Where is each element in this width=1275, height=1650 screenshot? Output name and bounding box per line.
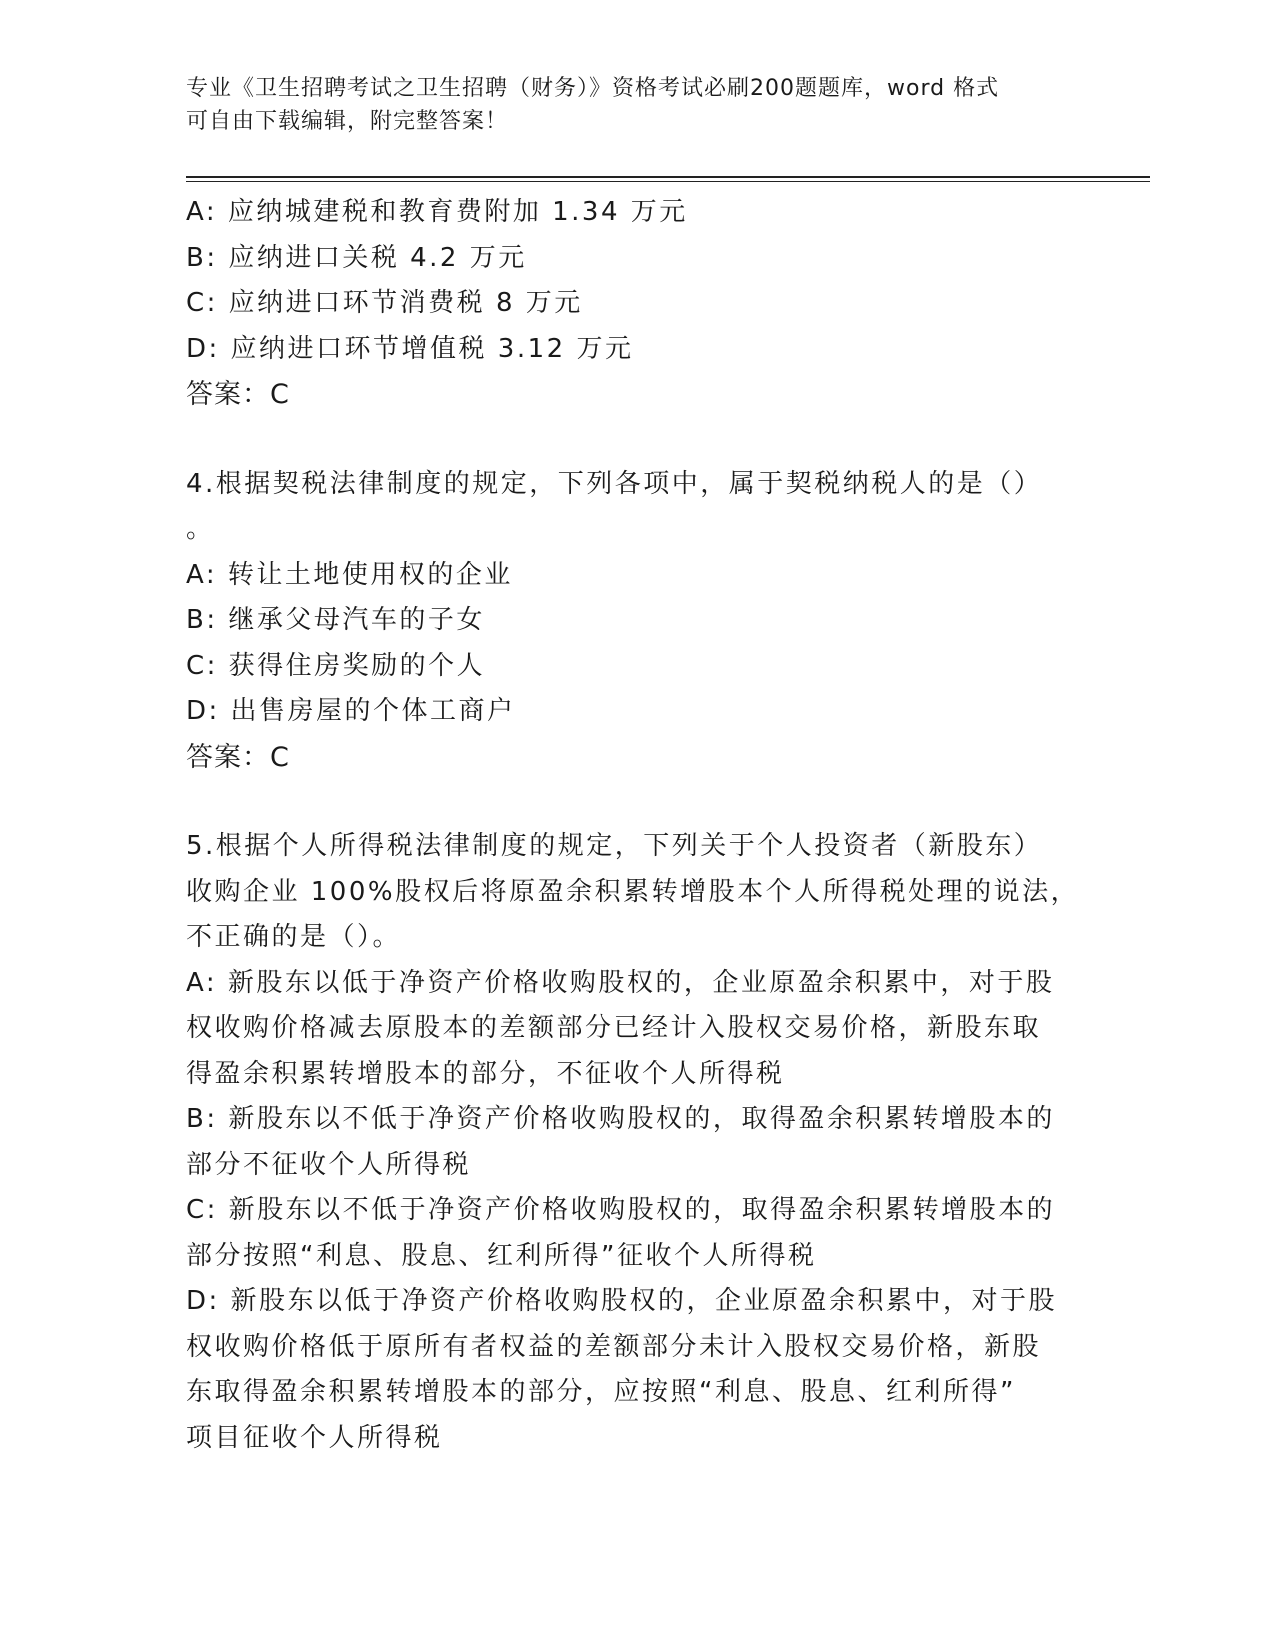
option-line: 权收购价格减去原股本的差额部分已经计入股权交易价格，新股东取 — [186, 1013, 1042, 1043]
option-c: C: 应纳进口环节消费税 8 万元 — [186, 288, 583, 318]
option-line: 部分按照“利息、股息、红利所得”征收个人所得税 — [186, 1240, 817, 1271]
option-line: C: 新股东以不低于净资产价格收购股权的，取得盈余积累转增股本的 — [186, 1195, 1056, 1225]
answer: 答案：C — [186, 379, 290, 410]
option-c: C: 获得住房奖励的个人 — [186, 650, 486, 681]
option-line: B: 新股东以不低于净资产价格收购股权的，取得盈余积累转增股本的 — [186, 1104, 1055, 1134]
option-line: D: 新股东以低于净资产价格收购股权的，企业原盈余积累中，对于股 — [186, 1286, 1058, 1316]
option-a: A: 转让土地使用权的企业 — [186, 559, 513, 590]
option-line: 东取得盈余积累转增股本的部分，应按照“利息、股息、红利所得” — [186, 1377, 1016, 1407]
header-line-2: 可自由下载编辑，附完整答案！ — [186, 109, 509, 134]
option-a: A: 应纳城建税和教育费附加 1.34 万元 — [186, 197, 688, 227]
option-b: B: 应纳进口关税 4.2 万元 — [186, 242, 527, 273]
option-d — [186, 1279, 1076, 1461]
question-3 — [186, 190, 1076, 418]
option-line: 得盈余积累转增股本的部分，不征收个人所得税 — [186, 1058, 785, 1089]
option-line: A: 新股东以低于净资产价格收购股权的，企业原盈余积累中，对于股 — [186, 967, 1055, 998]
page-header — [186, 72, 1066, 138]
question-4 — [186, 462, 1076, 781]
answer: 答案：C — [186, 741, 290, 773]
option-c — [186, 1188, 1076, 1279]
question-stem-line: 4.根据契税法律制度的规定，下列各项中，属于契税纳税人的是（） — [186, 468, 1043, 499]
option-d: D: 应纳进口环节增值税 3.12 万元 — [186, 333, 634, 364]
option-a — [186, 961, 1076, 1098]
option-b — [186, 1097, 1076, 1188]
option-b: B: 继承父母汽车的子女 — [186, 605, 485, 635]
option-line: 项目征收个人所得税 — [186, 1422, 443, 1453]
option-d: D: 出售房屋的个体工商户 — [186, 696, 516, 726]
option-line: 部分不征收个人所得税 — [186, 1149, 472, 1180]
header-line-1: 专业《卫生招聘考试之卫生招聘（财务）》资格考试必刷200题题库，word 格式 — [186, 76, 1000, 101]
header-rule-thin — [186, 181, 1150, 182]
question-stem-line: 收购企业 100%股权后将原盈余积累转增股本个人所得税处理的说法， — [186, 876, 1080, 907]
header-rule — [186, 176, 1150, 178]
question-stem-line: 。 — [186, 514, 215, 544]
document-body — [186, 190, 1080, 1461]
question-stem-line: 5.根据个人所得税法律制度的规定，下列关于个人投资者（新股东） — [186, 831, 1043, 861]
option-line: 权收购价格低于原所有者权益的差额部分未计入股权交易价格，新股 — [186, 1331, 1042, 1362]
question-5 — [186, 824, 1080, 1461]
question-stem-line: 不正确的是（）。 — [186, 922, 402, 952]
